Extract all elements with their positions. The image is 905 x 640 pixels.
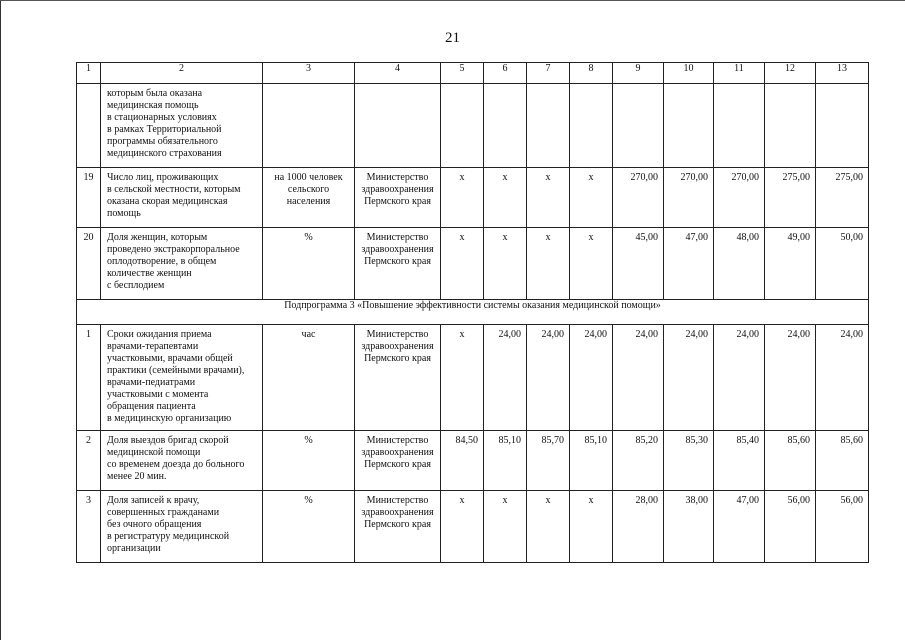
table-row (77, 491, 869, 563)
subprogram-row (77, 300, 869, 325)
header-cell: 5 (441, 63, 484, 84)
column-number-header (77, 63, 869, 84)
row-number: 20 (77, 228, 101, 300)
value-cell (613, 84, 664, 168)
responsible-org: Министерство здравоохранения Пермского края (355, 325, 441, 431)
value-cell: х (570, 228, 613, 300)
header-cell: 11 (714, 63, 765, 84)
value-cell: 45,00 (613, 228, 664, 300)
indicator-name: Сроки ожидания приема врачами-терапевтами участковыми, врачами общей практики (семейными врачами), врачами-педиатрами участковыми с момента обращения пациента в медицинскую организацию (101, 325, 263, 431)
header-cell: 10 (664, 63, 714, 84)
value-cell: х (484, 491, 527, 563)
value-cell: 56,00 (816, 491, 869, 563)
value-cell: 85,20 (613, 431, 664, 491)
value-cell: 85,30 (664, 431, 714, 491)
value-cell: 24,00 (613, 325, 664, 431)
value-cell: 275,00 (765, 168, 816, 228)
value-cell (765, 84, 816, 168)
header-cell: 7 (527, 63, 570, 84)
value-cell: х (527, 228, 570, 300)
value-cell (570, 84, 613, 168)
unit-cell: на 1000 человек сельского населения (263, 168, 355, 228)
header-cell: 13 (816, 63, 869, 84)
value-cell: 24,00 (527, 325, 570, 431)
value-cell: х (441, 168, 484, 228)
value-cell: 24,00 (664, 325, 714, 431)
value-cell: 85,70 (527, 431, 570, 491)
value-cell: х (570, 491, 613, 563)
value-cell: 84,50 (441, 431, 484, 491)
indicators-table (76, 62, 869, 563)
value-cell: 24,00 (484, 325, 527, 431)
value-cell: 24,00 (765, 325, 816, 431)
table-row (77, 228, 869, 300)
header-cell: 4 (355, 63, 441, 84)
row-number: 3 (77, 491, 101, 563)
value-cell: 24,00 (714, 325, 765, 431)
value-cell (527, 84, 570, 168)
value-cell: 270,00 (714, 168, 765, 228)
value-cell: 49,00 (765, 228, 816, 300)
value-cell: 275,00 (816, 168, 869, 228)
unit-cell: час (263, 325, 355, 431)
value-cell: х (527, 168, 570, 228)
indicator-name: Число лиц, проживающих в сельской местности, которым оказана скорая медицинская помощь (101, 168, 263, 228)
value-cell: 270,00 (664, 168, 714, 228)
value-cell: 38,00 (664, 491, 714, 563)
value-cell: 48,00 (714, 228, 765, 300)
value-cell: 47,00 (664, 228, 714, 300)
value-cell: 24,00 (570, 325, 613, 431)
indicator-name: Доля записей к врачу, совершенных гражданами без очного обращения в регистратуру медицинской организации (101, 491, 263, 563)
responsible-org: Министерство здравоохранения Пермского края (355, 491, 441, 563)
indicator-name: Доля выездов бригад скорой медицинской помощи со временем доезда до больного менее 20 мин. (101, 431, 263, 491)
value-cell: 85,60 (765, 431, 816, 491)
value-cell: х (441, 491, 484, 563)
value-cell (816, 84, 869, 168)
page-number: 21 (445, 30, 460, 46)
value-cell: х (441, 228, 484, 300)
table-row (77, 84, 869, 168)
responsible-org: Министерство здравоохранения Пермского края (355, 228, 441, 300)
header-cell: 9 (613, 63, 664, 84)
scan-edge-left (0, 0, 1, 640)
value-cell (484, 84, 527, 168)
row-number: 2 (77, 431, 101, 491)
value-cell: х (484, 168, 527, 228)
unit-cell: % (263, 491, 355, 563)
value-cell: 47,00 (714, 491, 765, 563)
value-cell: 24,00 (816, 325, 869, 431)
value-cell: 85,60 (816, 431, 869, 491)
value-cell: 270,00 (613, 168, 664, 228)
header-cell: 2 (101, 63, 263, 84)
indicator-name: Доля женщин, которым проведено экстракорпоральное оплодотворение, в общем количестве женщин с бесплодием (101, 228, 263, 300)
value-cell: х (441, 325, 484, 431)
value-cell: 85,10 (484, 431, 527, 491)
value-cell: 85,10 (570, 431, 613, 491)
value-cell: х (527, 491, 570, 563)
table-row (77, 325, 869, 431)
responsible-org (355, 84, 441, 168)
header-cell: 12 (765, 63, 816, 84)
row-number: 1 (77, 325, 101, 431)
table-row (77, 431, 869, 491)
responsible-org: Министерство здравоохранения Пермского края (355, 168, 441, 228)
subprogram-title: Подпрограмма 3 «Повышение эффективности системы оказания медицинской помощи» (77, 300, 869, 325)
value-cell: 85,40 (714, 431, 765, 491)
header-cell: 3 (263, 63, 355, 84)
value-cell (441, 84, 484, 168)
scan-edge-top (0, 0, 905, 1)
value-cell: 56,00 (765, 491, 816, 563)
unit-cell (263, 84, 355, 168)
value-cell: 50,00 (816, 228, 869, 300)
unit-cell: % (263, 431, 355, 491)
header-cell: 8 (570, 63, 613, 84)
value-cell: 28,00 (613, 491, 664, 563)
value-cell (714, 84, 765, 168)
indicator-name: которым была оказана медицинская помощь в стационарных условиях в рамках Территориальной программы обязательного медицинского страхования (101, 84, 263, 168)
value-cell: х (570, 168, 613, 228)
header-cell: 6 (484, 63, 527, 84)
header-cell: 1 (77, 63, 101, 84)
responsible-org: Министерство здравоохранения Пермского края (355, 431, 441, 491)
value-cell (664, 84, 714, 168)
unit-cell: % (263, 228, 355, 300)
value-cell: х (484, 228, 527, 300)
table-row (77, 168, 869, 228)
row-number: 19 (77, 168, 101, 228)
row-number (77, 84, 101, 168)
